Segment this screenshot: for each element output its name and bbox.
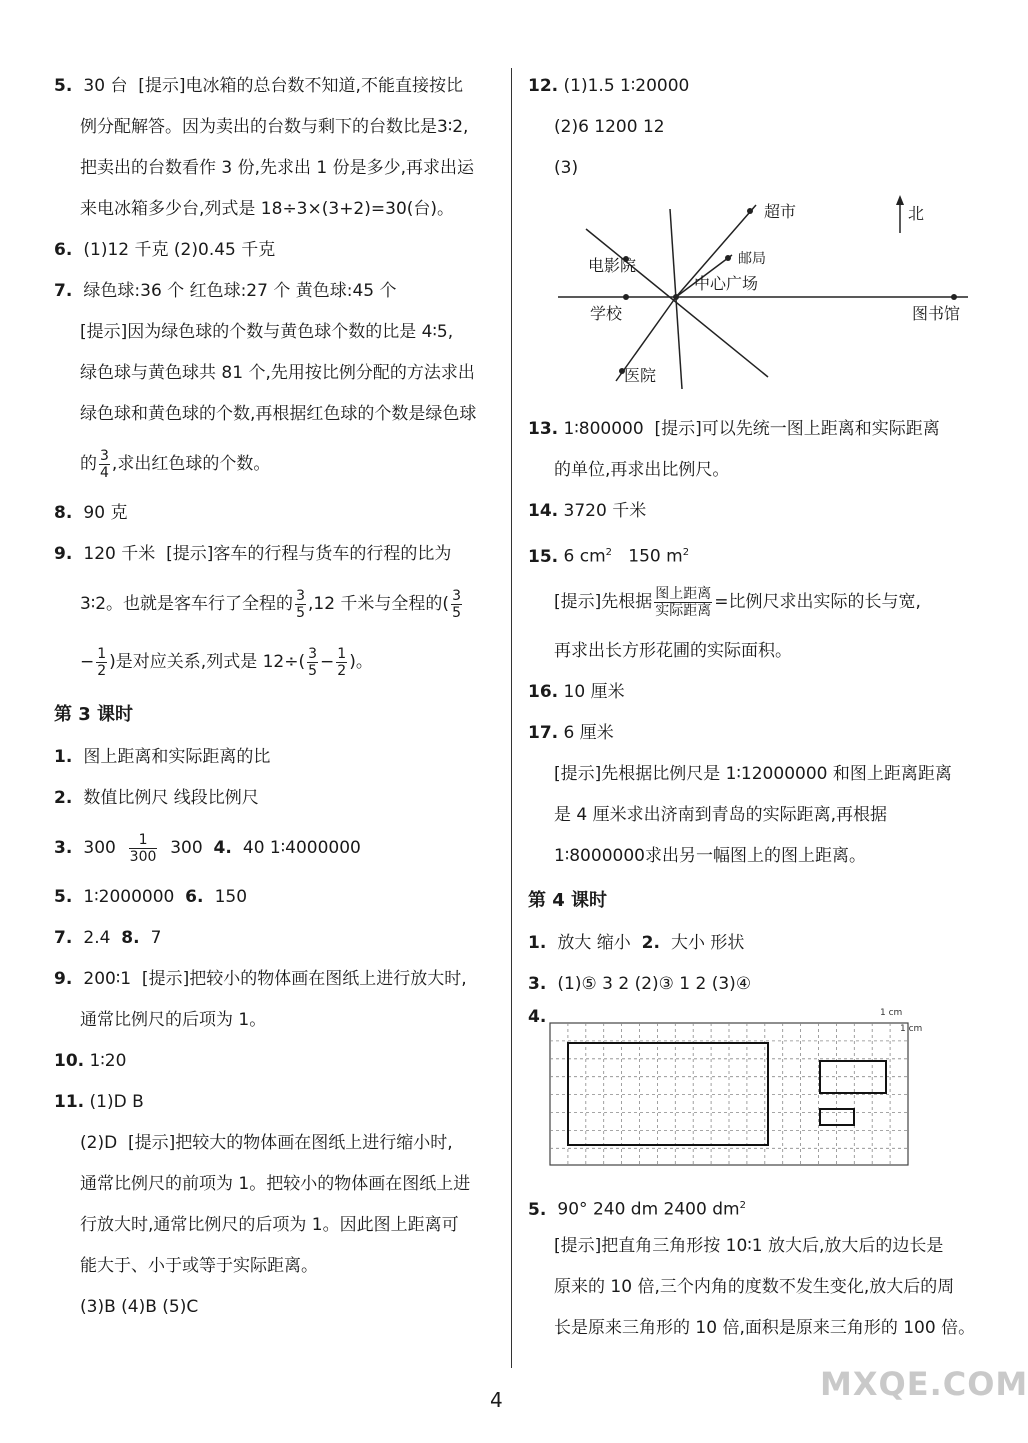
fraction: $\frac{3}{5}$ (452, 587, 461, 621)
left-column (54, 66, 494, 1328)
text-line: 能大于、小于或等于实际距离。 (80, 1256, 318, 1276)
answer-11: 11. (1)D B (54, 1092, 144, 1112)
hint-label: [ 提示 ] (554, 764, 601, 784)
supermarket-dot (747, 208, 753, 214)
hint-label: [ 提示 ] (138, 76, 185, 96)
text-line: 绿色球和黄色球的个数,再根据红色球的个数是绿色球 (80, 404, 477, 424)
label-north: 北 (908, 204, 925, 223)
hint-label: [ 提示 ] (554, 592, 601, 612)
column-divider (511, 68, 512, 1368)
hint-label: [ 提示 ] (128, 1133, 175, 1153)
text-line: 行放大时,通常比例尺的后项为 1。因此图上距离可 (80, 1215, 459, 1235)
answer-16: 16. 10 厘米 (528, 682, 625, 702)
answer-5-6: 5. 1∶2000000 6. 150 (54, 887, 248, 907)
text-line: [ 提示 ] 先根据 $\frac{\text{图上距离}}{\text{实际距离}}$ =比例尺求出实际的长与宽, (528, 573, 968, 631)
answer-14: 14. 3720 千米 (528, 501, 647, 521)
text-line: 的单位,再求出比例尺。 (554, 460, 730, 480)
answer-4-grid: 4. 1 cm 1 cm (528, 1005, 968, 1185)
answer-7: 7. 绿色球:36 个 红色球:27 个 黄色球:45 个 (54, 281, 397, 301)
unit-label-horizontal: 1 cm (880, 1008, 903, 1018)
answer-8: 8. 90 克 (54, 503, 128, 523)
fraction: $\frac{3}{4}$ (100, 447, 109, 481)
text-line: (3)B (4)B (5)C (80, 1297, 199, 1317)
hint-label: [ 提示 ] (554, 1236, 601, 1256)
answer-1: 1. 图上距离和实际距离的比 (54, 747, 271, 767)
text-line: 3∶2。也就是客车行了全程的 $\frac{3}{5}$ ,12 千米与全程的( $\frac{3}{5}$ (80, 587, 461, 621)
hint-label: [ 提示 ] (80, 322, 127, 342)
text-line: 例分配解答。因为卖出的台数与剩下的台数比是3∶2, (80, 117, 469, 137)
post-office-dot (725, 255, 731, 261)
text-line: 来电冰箱多少台,列式是 18÷3×(3+2)=30(台)。 (80, 199, 455, 219)
answer-3-4: 3. 300 $\frac{1}{300}$ 300 4. 40 1∶4000000 (54, 831, 361, 865)
unit-label-vertical: 1 cm (900, 1024, 923, 1034)
label-library: 图书馆 (912, 304, 961, 323)
answer-10: 10. 1∶20 (54, 1051, 127, 1071)
hint-label: [ 提示 ] (142, 969, 189, 989)
north-arrowhead-icon (896, 195, 904, 205)
answer-6: 6. (1)12 千克 (2)0.45 千克 (54, 240, 276, 260)
text-line: 通常比例尺的前项为 1。把较小的物体画在图纸上进 (80, 1174, 471, 1194)
text-line: 的 $\frac{3}{4}$ ,求出红色球的个数。 (80, 447, 271, 481)
label-hospital: 医院 (624, 366, 657, 385)
answer-7-8: 7. 2.4 8. 7 (54, 928, 162, 948)
answer-2: 2. 数值比例尺 线段比例尺 (54, 788, 259, 808)
location-map (528, 193, 968, 403)
text-line: 1∶8000000求出另一幅图上的图上距离。 (554, 846, 866, 866)
right-column (528, 66, 976, 1349)
center-dot (673, 294, 679, 300)
fraction: $\frac{3}{5}$ (296, 587, 305, 621)
watermark-logo: MXQE.COM (820, 1365, 1028, 1403)
answer-9: 9. 200∶1 [ 提示 ] 把较小的物体画在图纸上进行放大时, (54, 959, 494, 1000)
fraction: $\frac{3}{5}$ (308, 645, 318, 679)
section-heading: 第 3 课时 (54, 704, 134, 725)
hint-label: [ 提示 ] (166, 544, 213, 564)
text-line: (2)6 1200 12 (554, 117, 665, 137)
small-rectangle (820, 1109, 854, 1125)
text-line: [ 提示 ] 把直角三角形按 10∶1 放大后,放大后的边长是 (528, 1226, 968, 1267)
label-school: 学校 (590, 304, 623, 323)
text-line: − $\frac{1}{2}$ )是对应关系,列式是 12÷( $\frac{3}{5}$ − $\frac{1}{2}$ )。 (80, 645, 373, 679)
text-line: 通常比例尺的后项为 1。 (80, 1010, 267, 1030)
school-dot (623, 294, 629, 300)
answer-15: 15. 6 $cm^2$ 150 $m^2$ (528, 546, 690, 567)
answer-1-2: 1. 放大 缩小 2. 大小 形状 (528, 933, 745, 953)
grid-paper (528, 1005, 968, 1185)
text-line: 是 4 厘米求出济南到青岛的实际距离,再根据 (554, 805, 888, 825)
fraction: $\frac{1}{2}$ (337, 645, 347, 679)
hint-label: [ 提示 ] (654, 419, 701, 439)
label-center-square: 中心广场 (694, 274, 759, 293)
section-heading: 第 4 课时 (528, 890, 608, 911)
label-post-office: 邮局 (738, 251, 766, 267)
text-line: 绿色球与黄色球共 81 个,先用按比例分配的方法求出 (80, 363, 475, 383)
text-line: (3) (554, 158, 579, 178)
answer-13: 13. 1∶800000 [ 提示 ] 可以先统一图上距离和实际距离 (528, 409, 968, 450)
text-line: 把卖出的台数看作 3 份,先求出 1 份是多少,再求出运 (80, 158, 475, 178)
text-line: [ 提示 ] 先根据比例尺是 1∶12000000 和图上距离距离 (528, 754, 968, 795)
text-line: [ 提示 ] 因为绿色球的个数与黄色球个数的比是 4∶5, (54, 312, 494, 353)
answer-9: 9. 120 千米 [ 提示 ] 客车的行程与货车的行程的比为 (54, 534, 494, 575)
page-number: 4 (490, 1388, 503, 1412)
text-line: 再求出长方形花圃的实际面积。 (554, 641, 792, 661)
fraction: $\frac{1}{300}$ (129, 831, 157, 865)
text-line: (2)D [ 提示 ] 把较大的物体画在图纸上进行缩小时, (54, 1123, 494, 1164)
map-diagram (528, 193, 968, 403)
fraction: $\frac{1}{2}$ (97, 645, 107, 679)
answer-5: 5. 30 台 [ 提示 ] 电冰箱的总台数不知道,不能直接按比 (54, 66, 494, 107)
answer-12: 12. (1)1.5 1∶20000 (528, 76, 690, 96)
fraction: $\frac{\text{图上距离}}{\text{实际距离}}$ (655, 585, 712, 619)
text-line: 长是原来三角形的 10 倍,面积是原来三角形的 100 倍。 (554, 1318, 976, 1338)
answer-3: 3. (1)⑤ 3 2 (2)③ 1 2 (3)④ (528, 974, 752, 994)
large-rectangle (568, 1043, 768, 1145)
label-cinema: 电影院 (588, 256, 637, 275)
label-supermarket: 超市 (764, 202, 797, 221)
library-dot (951, 294, 957, 300)
text-line: 原来的 10 倍,三个内角的度数不发生变化,放大后的周 (554, 1277, 955, 1297)
answer-17: 17. 6 厘米 (528, 723, 614, 743)
answer-5: 5. 90° 240 dm 2400 $dm^2$ (528, 1199, 746, 1220)
